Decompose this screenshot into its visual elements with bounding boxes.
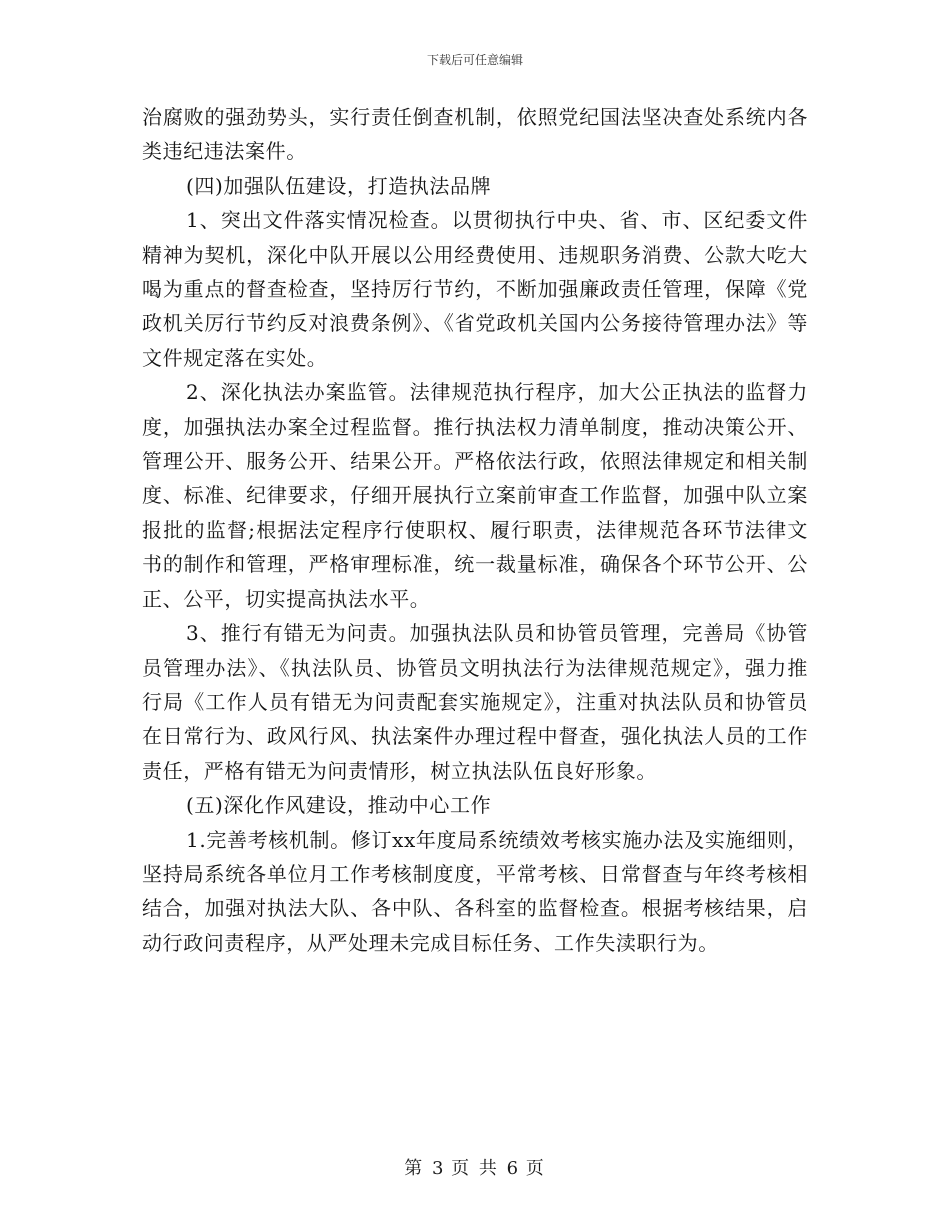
total-pages-number: 6 <box>506 1158 519 1179</box>
paragraph-assessment-mechanism: 1.完善考核机制。修订xx年度局系统绩效考核实施办法及实施细则，坚持局系统各单位月工作考核制度度，平常考核、日常督查与年终考核相结合，加强对执法大队、各中队、各科室的监督检查。根据考核结果，启动行政问责程序，从严处理未完成目标任务、工作失渎职行为。 <box>142 827 808 955</box>
current-page-number: 3 <box>431 1158 444 1179</box>
paragraph-document-inspection: 1、突出文件落实情况检查。以贯彻执行中央、省、市、区纪委文件精神为契机，深化中队开展以公用经费使用、违规职务消费、公款大吃大喝为重点的督查检查，坚持厉行节约，不断加强廉政责任管理，保障《党政机关厉行节约反对浪费条例》、《省党政机关国内公务接待管理办法》等文件规定落在实处。 <box>142 208 808 370</box>
footer-prefix: 第 <box>404 1158 425 1179</box>
paragraph-accountability: 3、推行有错无为问责。加强执法队员和协管员管理，完善局《协管员管理办法》、《执法队员、协管员文明执法行为法律规范规定》，强力推行局《工作人员有错无为问责配套实施规定》，注重对执法队员和协管员在日常行为、政风行风、执法案件办理过程中督查，强化执法人员的工作责任，严格有错无为问责情形，树立执法队伍良好形象。 <box>142 621 808 783</box>
header-note: 下载后可任意编辑 <box>426 53 523 67</box>
footer-suffix: 页 <box>525 1158 546 1179</box>
paragraph-enforcement-supervision: 2、深化执法办案监管。法律规范执行程序，加大公正执法的监督力度，加强执法办案全过程监督。推行执法权力清单制度，推动决策公开、管理公开、服务公开、结果公开。严格依法行政，依照法律规定和相关制度、标准、纪律要求，仔细开展执行立案前审查工作监督，加强中队立案报批的监督;根据法定程序行使职权、履行职责，法律规范各环节法律文书的制作和管理，严格审理标准，统一裁量标准，确保各个环节公开、公正、公平，切实提高执法水平。 <box>142 380 808 611</box>
section-heading-5: (五)深化作风建设，推动中心工作 <box>186 793 492 818</box>
footer-middle: 页 共 <box>451 1158 499 1179</box>
paragraph-continuation: 治腐败的强劲势头，实行责任倒查机制，依照党纪国法坚决查处系统内各类违纪违法案件。 <box>142 105 808 164</box>
page-footer <box>0 1154 950 1180</box>
section-heading-4: (四)加强队伍建设，打造执法品牌 <box>186 173 492 198</box>
document-body <box>142 100 808 960</box>
